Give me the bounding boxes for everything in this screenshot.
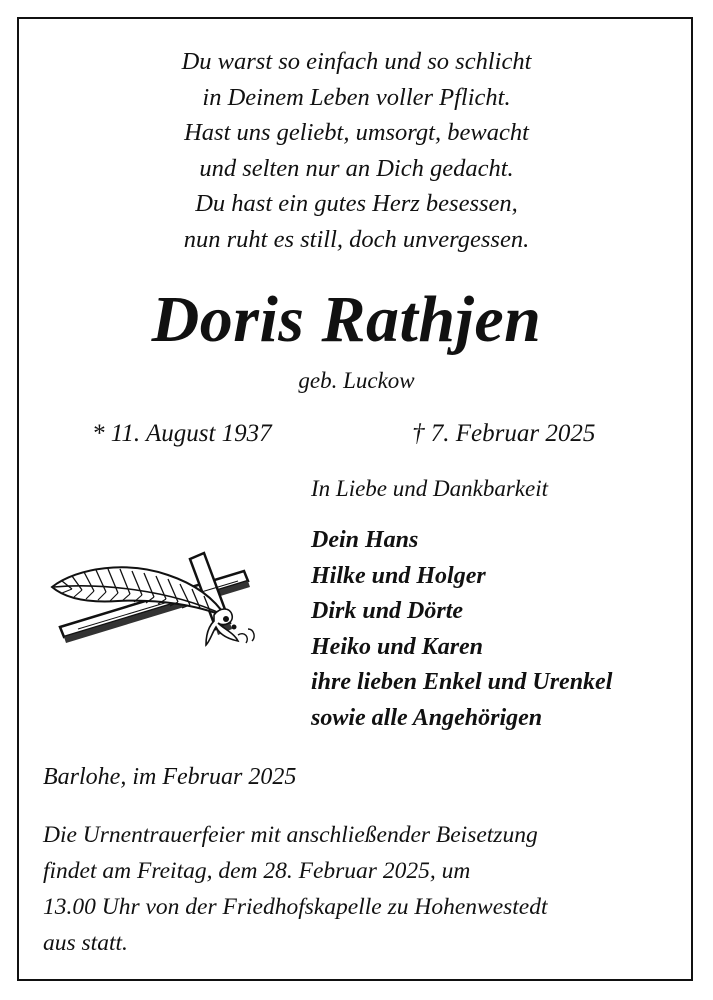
service-line: Die Urnentrauerfeier mit anschließender Beisetzung (43, 822, 538, 848)
poem-line: Du warst so einfach und so schlicht (181, 48, 532, 75)
memorial-poem (0, 44, 713, 258)
service-line: aus statt. (43, 930, 128, 956)
service-line: 13.00 Uhr von der Friedhofskapelle zu Hohenwestedt (43, 894, 548, 920)
service-notice (43, 817, 548, 961)
poem-line: Hast uns geliebt, umsorgt, bewacht (184, 119, 529, 147)
mourner-entry: Hilke und Holger (311, 562, 486, 589)
poem-line: in Deinem Leben voller Pflicht. (202, 83, 511, 111)
deceased-name: Doris Rathjen (151, 283, 542, 356)
gratitude-line: In Liebe und Dankbarkeit (311, 476, 548, 501)
mourner-entry: Dein Hans (311, 527, 419, 553)
mourner-entry: ihre lieben Enkel und Urenkel (311, 669, 613, 696)
death-date: † 7. Februar 2025 (412, 420, 596, 447)
birth-date: * 11. August 1937 (92, 420, 272, 447)
place-and-date: Barlohe, im Februar 2025 (43, 764, 297, 790)
poem-line: und selten nur an Dich gedacht. (199, 154, 514, 182)
mourner-entry: Heiko und Karen (311, 633, 484, 660)
mourner-entry: Dirk und Dörte (311, 598, 464, 625)
service-line: findet am Freitag, dem 28. Februar 2025, um (43, 858, 471, 884)
mourners-list (311, 523, 612, 737)
poem-line: Du hast ein gutes Herz besessen, (195, 190, 518, 218)
poem-line: nun ruht es still, doch unvergessen. (183, 225, 530, 253)
maiden-name: geb. Luckow (298, 368, 415, 393)
cross-with-palm-frond-icon (48, 545, 262, 649)
mourner-entry: sowie alle Angehörigen (311, 704, 543, 731)
